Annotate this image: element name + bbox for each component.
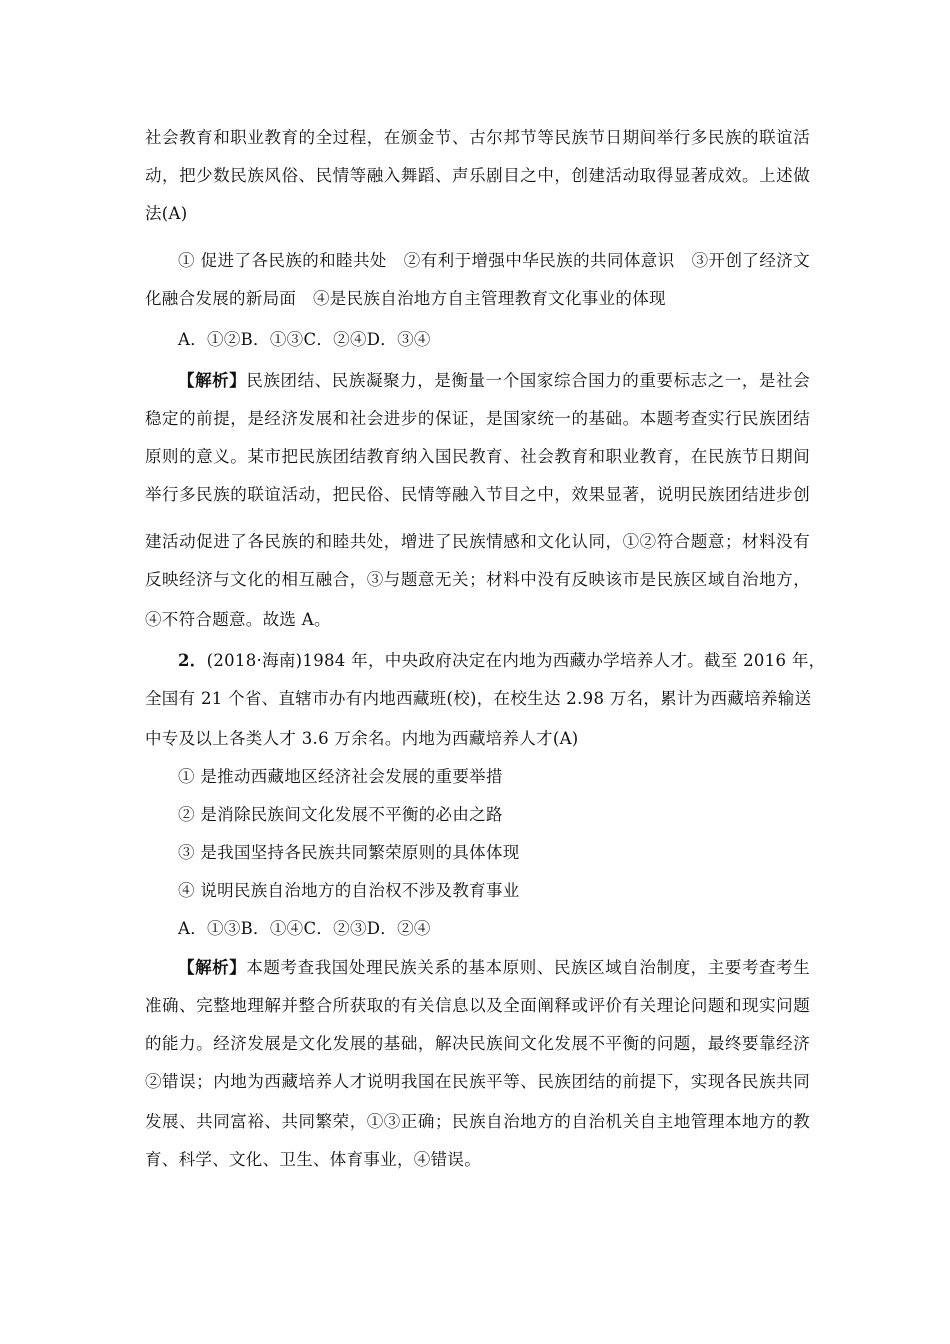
q1-analysis-line: 举行多民族的联谊活动，把民俗、民情等融入节目之中，效果显著，说明民族团结进步创 [145,485,810,504]
q1-statement-line: 化融合发展的新局面 ④是民族自治地方自主管理教育文化事业的体现 [145,289,666,308]
q1-material-line: 法(A) [145,204,188,223]
q1-analysis-first-line [178,371,810,391]
q2-analysis-label: 【解析】 [178,958,247,977]
q1-material-line: 社会教育和职业教育的全过程，在颁金节、古尔邦节等民族节日期间举行多民族的联谊活 [145,128,810,147]
q2-analysis-line: 准确、完整地理解并整合所获取的有关信息以及全面阐释或评价有关理论问题和现实问题 [145,996,810,1015]
q1-analysis-line: 建活动促进了各民族的和睦共处，增进了民族情感和文化认同，①②符合题意；材料没有 [145,532,810,551]
q2-stem-first-line [178,651,826,671]
q1-material-line: 动，把少数民族风俗、民情等融入舞蹈、声乐剧目之中，创建活动取得显著成效。上述做 [145,166,810,185]
q2-stem-text: (2018·海南)1984 年，中央政府决定在内地为西藏办学培养人才。截至 2016 年， [206,651,826,670]
q2-statement: ② 是消除民族间文化发展不平衡的必由之路 [178,805,503,824]
q2-statement: ④ 说明民族自治地方的自治权不涉及教育事业 [178,881,520,900]
q1-analysis-text: 民族团结、民族凝聚力，是衡量一个国家综合国力的重要标志之一，是社会 [246,371,810,390]
q2-statement: ① 是推动西藏地区经济社会发展的重要举措 [178,767,503,786]
q1-analysis-line: ④不符合题意。故选 A。 [145,610,331,629]
q1-analysis-label: 【解析】 [178,371,247,390]
q2-number: 2． [178,651,207,670]
q2-analysis-line: 育、科学、文化、卫生、体育事业，④错误。 [145,1150,481,1169]
q1-statement-line: ① 促进了各民族的和睦共处 ②有利于增强中华民族的共同体意识 ③开创了经济文 [178,251,810,270]
q2-options: A．①③B．①④C．②③D．②④ [178,919,431,938]
q2-analysis-line: 的能力。经济发展是文化发展的基础，解决民族间文化发展不平衡的问题，最终要靠经济 [145,1034,810,1053]
q1-analysis-line: 反映经济与文化的相互融合，③与题意无关；材料中没有反映该市是民族区域自治地方， [145,570,810,589]
q2-analysis-line: ②错误；内地为西藏培养人才说明我国在民族平等、民族团结的前提下，实现各民族共同 [145,1072,810,1091]
q2-stem-line: 全国有 21 个省、直辖市办有内地西藏班(校)，在校生达 2.98 万名，累计为西藏培养输送 [145,689,812,708]
q1-analysis-line: 稳定的前提，是经济发展和社会进步的保证，是国家统一的基础。本题考查实行民族团结 [145,409,810,428]
q2-stem-line: 中专及以上各类人才 3.6 万余名。内地为西藏培养人才(A) [145,729,579,748]
q2-analysis-text: 本题考查我国处理民族关系的基本原则、民族区域自治制度，主要考查考生 [246,958,810,977]
q1-options: A．①②B．①③C．②④D．③④ [178,330,431,349]
q2-analysis-line: 发展、共同富裕、共同繁荣，①③正确；民族自治地方的自治机关自主地管理本地方的教 [145,1112,810,1131]
q1-analysis-line: 原则的意义。某市把民族团结教育纳入国民教育、社会教育和职业教育，在民族节日期间 [145,447,810,466]
q2-analysis-first-line [178,958,810,978]
q2-statement: ③ 是我国坚持各民族共同繁荣原则的具体体现 [178,843,520,862]
